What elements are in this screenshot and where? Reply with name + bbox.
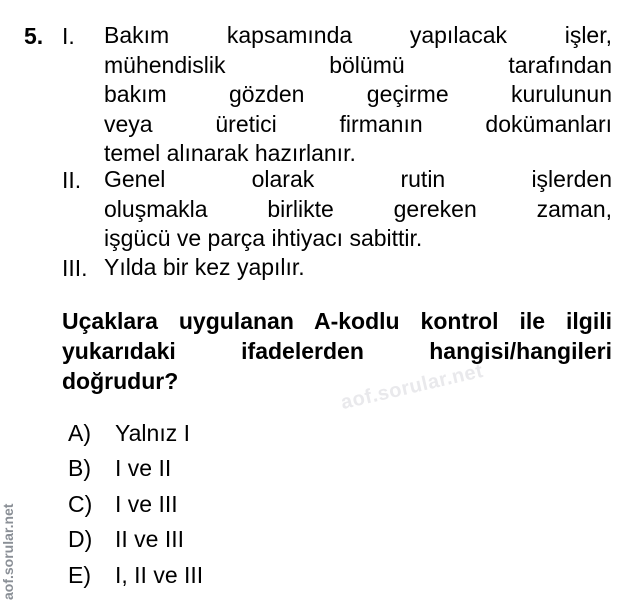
statement-1-line-4: veya üretici firmanın dokümanları (104, 110, 612, 137)
statement-3-line-1: Yılda bir kez yapılır. (104, 254, 305, 280)
statement-2-roman: II. (62, 167, 82, 193)
option-d-text: II ve III (115, 526, 185, 552)
statement-1-roman: I. (62, 23, 75, 49)
option-e-text: I, II ve III (115, 562, 204, 588)
question-prompt (62, 306, 612, 396)
option-d-letter: D) (68, 526, 93, 552)
option-d[interactable] (68, 524, 184, 554)
statement-1-line-3: bakım gözden geçirme kurulunun (104, 81, 612, 107)
statement-1-line-1: Bakım kapsamında yapılacak işler, (104, 22, 612, 48)
option-a-letter: A) (68, 420, 91, 446)
option-e-letter: E) (68, 562, 91, 588)
statement-1-line-5: temel alınarak hazırlanır. (104, 140, 356, 166)
option-b-text: I ve II (115, 455, 172, 481)
option-c-text: I ve III (115, 491, 178, 517)
statement-2-text (104, 165, 612, 254)
option-b-letter: B) (68, 455, 91, 481)
statement-1-text (104, 21, 612, 169)
question-number: 5. (24, 23, 44, 49)
option-c[interactable] (68, 489, 178, 519)
watermark-diagonal: aof.sorular.net (338, 359, 486, 415)
prompt-line-2: yukarıdaki ifadelerden hangisi/hangileri (62, 338, 612, 364)
watermark-side: aof.sorular.net (0, 503, 16, 600)
statement-1-line-2: mühendislik bölümü tarafından (104, 51, 612, 78)
statement-2-line-3: işgücü ve parça ihtiyacı sabittir. (104, 225, 423, 251)
option-e[interactable] (68, 560, 203, 590)
option-c-letter: C) (68, 491, 93, 517)
prompt-line-1: Uçaklara uygulanan A-kodlu kontrol ile ilgili (62, 308, 612, 334)
prompt-line-3: doğrudur? (62, 368, 179, 394)
option-a-text: Yalnız I (115, 420, 190, 446)
statement-3-roman: III. (62, 255, 88, 281)
option-b[interactable] (68, 453, 171, 483)
statement-3-text (104, 253, 612, 283)
statement-2-line-2: oluşmakla birlikte gereken zaman, (104, 195, 612, 222)
option-a[interactable] (68, 418, 190, 448)
statement-2-line-1: Genel olarak rutin işlerden (104, 166, 612, 192)
